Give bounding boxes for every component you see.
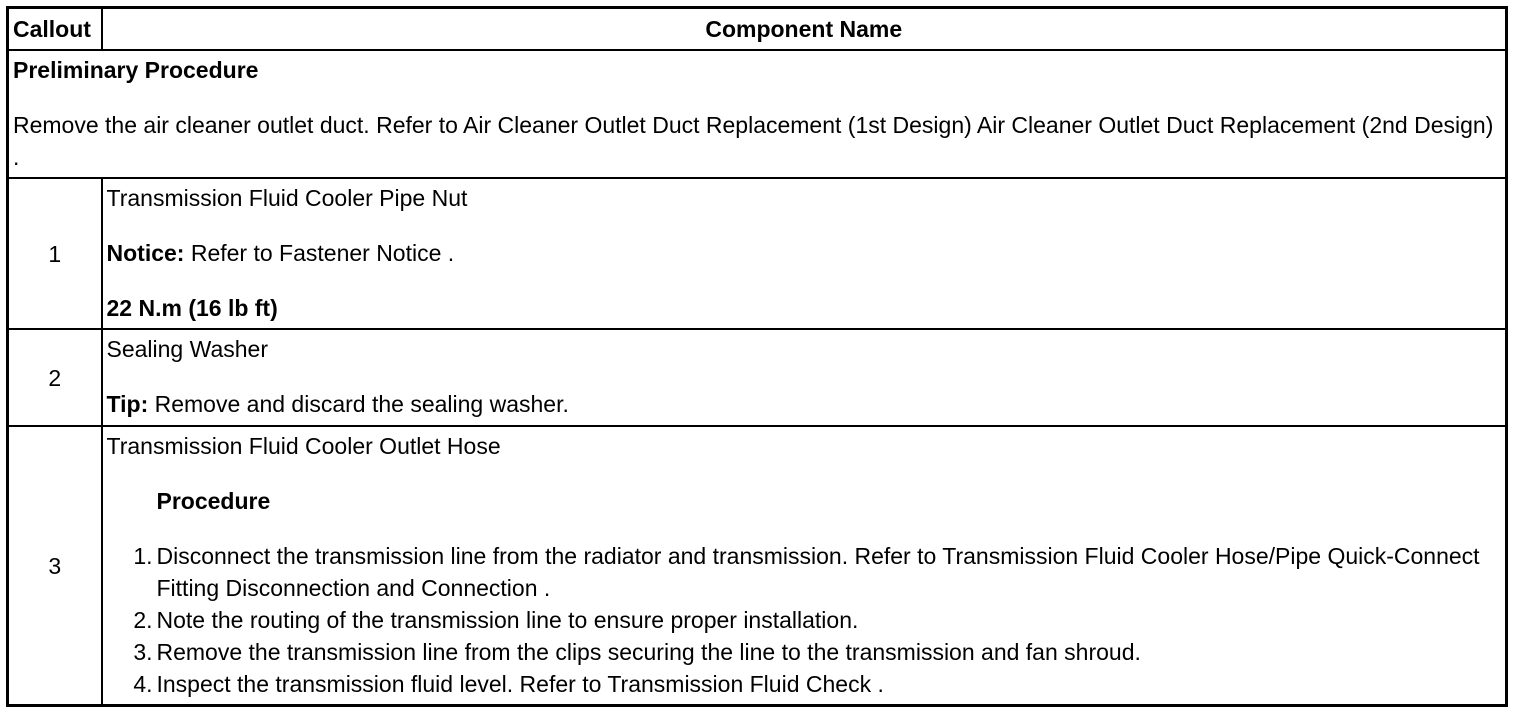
preliminary-row — [8, 50, 1507, 178]
step-text: Disconnect the transmission line from the radiator and transmission. Refer to Transmission Fluid Cooler Hose/Pipe Quick-Connect Fitting Disconnection and Connection . — [156, 543, 1480, 601]
procedure-step — [107, 540, 1500, 604]
step-text: Note the routing of the transmission line to ensure proper installation. — [156, 607, 859, 633]
preliminary-cell — [8, 50, 1507, 178]
procedure-heading: Procedure — [156, 488, 271, 514]
step-text: Inspect the transmission fluid level. Refer to Transmission Fluid Check . — [156, 671, 884, 697]
tip-label: Tip: — [106, 391, 149, 417]
step-number: 4. — [133, 671, 153, 697]
step-number: 2. — [133, 607, 153, 633]
notice-label: Notice: — [106, 240, 185, 266]
torque-spec: 22 N.m (16 lb ft) — [106, 295, 278, 321]
callout-column-header: Callout — [8, 8, 102, 51]
procedure-step — [107, 668, 1500, 700]
procedure-step — [107, 636, 1500, 668]
step-number: 3. — [133, 639, 153, 665]
component-table — [6, 6, 1508, 707]
preliminary-title: Preliminary Procedure — [13, 57, 259, 83]
notice-text: Refer to Fastener Notice . — [184, 240, 455, 266]
table-header-row — [8, 8, 1507, 51]
step-text: Remove the transmission line from the clips securing the line to the transmission and fan shroud. — [156, 639, 1141, 665]
component-description — [102, 178, 1507, 329]
tip-text: Remove and discard the sealing washer. — [148, 391, 569, 417]
callout-number: 1 — [8, 178, 102, 329]
component-name: Sealing Washer — [106, 336, 269, 362]
table-row — [8, 329, 1507, 426]
callout-number: 2 — [8, 329, 102, 426]
component-name: Transmission Fluid Cooler Outlet Hose — [106, 433, 501, 459]
callout-number: 3 — [8, 426, 102, 706]
notice-line — [107, 237, 1500, 269]
tip-line — [107, 388, 1500, 420]
component-name-column-header: Component Name — [102, 8, 1507, 51]
step-number: 1. — [133, 543, 153, 569]
procedure-step — [107, 604, 1500, 636]
preliminary-text: Remove the air cleaner outlet duct. Refer to Air Cleaner Outlet Duct Replacement (1st Design) Air Cleaner Outlet Duct Replacement (2nd Design) . — [13, 112, 1494, 170]
component-description — [102, 329, 1507, 426]
table-row — [8, 426, 1507, 706]
procedure-steps — [107, 540, 1500, 700]
component-name: Transmission Fluid Cooler Pipe Nut — [106, 185, 468, 211]
component-description — [102, 426, 1507, 706]
table-row — [8, 178, 1507, 329]
